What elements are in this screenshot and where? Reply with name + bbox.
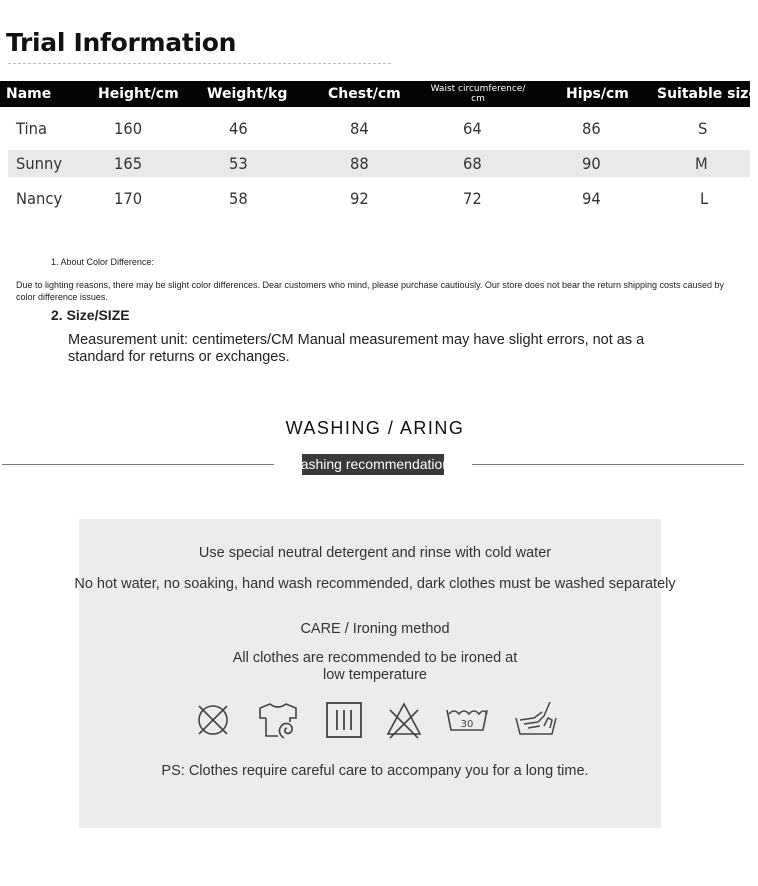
cell-size: M: [695, 154, 708, 173]
table-row: [8, 185, 750, 212]
title-divider: [8, 63, 391, 64]
cell-name: Sunny: [16, 154, 63, 173]
iron-instruction-line1: All clothes are recommended to be ironed at: [232, 650, 518, 666]
hand-wash-icon: [514, 698, 558, 742]
cell-waist: 64: [463, 119, 482, 138]
drip-dry-icon: [321, 698, 365, 742]
column-header-weight: Weight/kg: [207, 86, 288, 102]
column-header-name: Name: [6, 86, 52, 102]
cell-size: L: [700, 189, 709, 208]
tumble-dry-shirt-icon: [256, 698, 300, 742]
column-header-height: Height/cm: [98, 86, 179, 102]
washing-title: WASHING / ARING: [285, 418, 465, 438]
care-title: CARE / Ironing method: [300, 621, 450, 637]
wash-30-icon: [445, 698, 489, 742]
no-bleach-icon: [382, 698, 426, 742]
cell-size: S: [698, 119, 708, 138]
size-text: Measurement unit: centimeters/CM Manual measurement may have slight errors, not as a standard for returns or exchanges.: [68, 332, 645, 365]
detergent-instruction: Use special neutral detergent and rinse with cold water: [198, 545, 552, 561]
cell-weight: 58: [229, 189, 248, 208]
divider-left: [2, 464, 274, 465]
column-header-hips: Hips/cm: [566, 86, 629, 102]
wash-temp-label: 30: [460, 719, 474, 730]
ps-note: PS: Clothes require careful care to accompany you for a long time.: [161, 763, 589, 779]
cell-hips: 90: [582, 154, 601, 173]
cell-waist: 72: [463, 189, 482, 208]
color-difference-text: Due to lighting reasons, there may be slight color differences. Dear customers who mind, please purchase cautiously. Our store does not bear the return shipping costs caused by color difference issues.: [16, 280, 725, 302]
cell-chest: 84: [350, 119, 369, 138]
cell-hips: 86: [582, 119, 601, 138]
table-row: [8, 115, 750, 142]
cell-chest: 88: [350, 154, 369, 173]
cell-weight: 46: [229, 119, 248, 138]
cell-height: 165: [114, 154, 143, 173]
iron-instruction-line2: low temperature: [323, 667, 427, 683]
cell-name: Tina: [16, 119, 47, 138]
badge-label: Washing recommendation: [288, 456, 451, 472]
cell-chest: 92: [350, 189, 369, 208]
cell-height: 160: [114, 119, 143, 138]
waist-header-line2: cm: [471, 94, 485, 104]
table-row: [8, 150, 750, 177]
cell-height: 170: [114, 189, 143, 208]
column-header-waist: [423, 84, 533, 110]
column-header-size: Suitable size: [657, 86, 758, 102]
size-heading: 2. Size/SIZE: [51, 307, 130, 323]
cell-name: Nancy: [16, 189, 63, 208]
wash-instruction: No hot water, no soaking, hand wash recommended, dark clothes must be washed separately: [74, 576, 676, 592]
care-symbols: [0, 698, 750, 742]
page-title: Trial Information: [6, 28, 237, 57]
divider-right: [472, 464, 744, 465]
washing-recommendation-badge: [288, 454, 451, 475]
column-header-chest: Chest/cm: [328, 86, 401, 102]
no-dry-clean-icon: [191, 698, 235, 742]
size-table-header: [0, 81, 758, 107]
cell-hips: 94: [582, 189, 601, 208]
cell-weight: 53: [229, 154, 248, 173]
waist-header-line1: Waist circumference/: [430, 84, 526, 94]
cell-waist: 68: [463, 154, 482, 173]
color-difference-heading: 1. About Color Difference:: [51, 257, 154, 267]
